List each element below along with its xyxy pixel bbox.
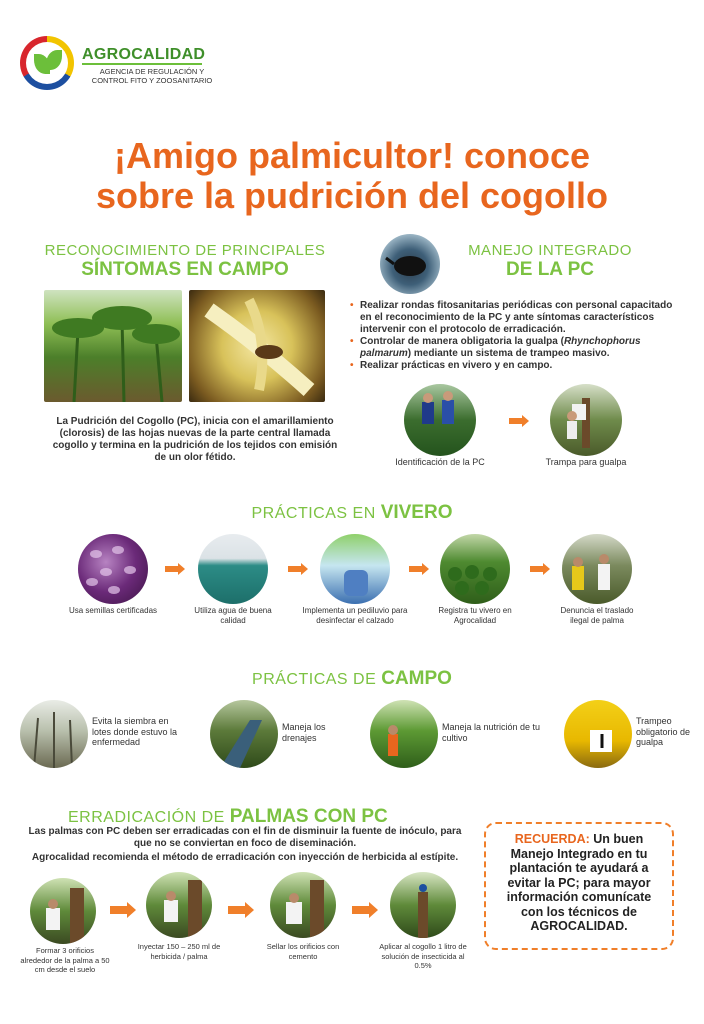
semillas-photo [78, 534, 148, 604]
arrow-icon [288, 566, 302, 572]
vivero-step-1: Usa semillas certificadas [68, 606, 158, 615]
vivero-step-5: Denuncia el traslado ilegal de palma [560, 606, 634, 625]
arrow-icon [352, 906, 370, 914]
erradicacion-step-2: Inyectar 150 – 250 ml de herbicida / palma [137, 942, 221, 961]
arrow-icon [409, 566, 423, 572]
identificacion-pc-photo [404, 384, 476, 456]
erradicacion-cogollo-photo [390, 872, 456, 938]
campo-item-4: Trampeo obligatorio de gualpa [636, 716, 691, 747]
sintomas-heading: RECONOCIMIENTO DE PRINCIPALES SÍNTOMAS EN CAMPO [44, 242, 326, 280]
arrow-icon [165, 566, 179, 572]
caption-trampa: Trampa para gualpa [545, 457, 627, 467]
erradicacion-heading: ERRADICACIÓN DE PALMAS CON PC [68, 806, 388, 827]
erradicacion-orificios-photo [30, 878, 96, 944]
gualpa-beetle-photo [380, 234, 440, 294]
campo-drenajes-photo [210, 700, 278, 768]
logo-divider [82, 63, 202, 65]
manejo-bullet-2: • Controlar de manera obligatoria la gualpa (Rhynchophorus palmarum) mediante un sistema de trampeo masivo. [350, 336, 685, 360]
logo-name: AGROCALIDAD [82, 46, 206, 63]
recuerda-lead: RECUERDA: [514, 832, 590, 846]
erradicacion-text-1: Las palmas con PC deben ser erradicadas con el fin de disminuir la fuente de inóculo, para que no se conviertan en foco de diseminación. [28, 826, 462, 849]
caption-identificacion: Identificación de la PC [395, 457, 485, 467]
arrow-icon [530, 566, 544, 572]
logo-subtitle: AGENCIA DE REGULACIÓN Y CONTROL FITO Y ZOOSANITARIO [91, 67, 213, 85]
pediluvio-photo [320, 534, 390, 604]
campo-item-2: Maneja los drenajes [282, 722, 326, 743]
page-title-line2: sobre la pudrición del cogollo [95, 175, 609, 216]
manejo-heading: MANEJO INTEGRADO DE LA PC [468, 242, 632, 280]
agrocalidad-logo-icon [20, 36, 74, 90]
erradicacion-sellar-photo [270, 872, 336, 938]
campo-item-3: Maneja la nutrición de tu cultivo [442, 722, 541, 743]
erradicacion-inyectar-photo [146, 872, 212, 938]
vivero-step-2: Utiliza agua de buena calidad [194, 606, 272, 625]
vivero-step-4: Registra tu vivero en Agrocalidad [438, 606, 512, 625]
palm-plantation-photo [44, 290, 182, 402]
erradicacion-step-4: Aplicar al cogollo 1 litro de solución de insecticida al 0.5% [379, 942, 467, 970]
denuncia-photo [562, 534, 632, 604]
campo-nutricion-photo [370, 700, 438, 768]
trampa-gualpa-photo [550, 384, 622, 456]
erradicacion-step-3: Sellar los orificios con cemento [266, 942, 340, 961]
campo-trampeo-photo [564, 700, 632, 768]
arrow-icon [228, 906, 246, 914]
recuerda-text: Un buen Manejo Integrado en tu plantación te ayudará a evitar la PC; para mayor información comunícate con los técnicos de AGROCALIDAD. [506, 832, 652, 933]
vivero-step-3: Implementa un pediluvio para desinfectar el calzado [302, 606, 408, 625]
vivero-heading: PRÁCTICAS EN VIVERO [251, 502, 453, 523]
arrow-icon [509, 418, 523, 424]
agua-photo [198, 534, 268, 604]
erradicacion-step-1: Formar 3 orificios alrededor de la palma a 50 cm desde el suelo [20, 946, 110, 974]
manejo-bullet-3: • Realizar prácticas en vivero y en campo. [350, 360, 685, 372]
arrow-icon [110, 906, 128, 914]
page-title-line1: ¡Amigo palmicultor! conoce [113, 135, 591, 176]
campo-lotes-photo [20, 700, 88, 768]
sintomas-description: La Pudrición del Cogollo (PC), inicia con el amarillamiento (clorosis) de las hojas nuevas de la parte central llamada cogollo y termina en la pudrición de los tejidos con emisión de un olor fétido. [52, 416, 338, 463]
manejo-bullet-1: • Realizar rondas fitosanitarias periódicas con personal capacitado en el reconocimiento de la PC y ante síntomas característicos intervenir con el protocolo de erradicación. [350, 300, 685, 336]
campo-item-1: Evita la siembra en lotes donde estuvo la enfermedad [92, 716, 178, 747]
erradicacion-text-2: Agrocalidad recomienda el método de erradicación con inyección de herbicida al estípite. [31, 852, 459, 863]
cogollo-rot-photo [189, 290, 325, 402]
campo-heading: PRÁCTICAS DE CAMPO [252, 668, 452, 689]
recuerda-box [484, 822, 674, 950]
registro-vivero-photo [440, 534, 510, 604]
manejo-bullets [350, 300, 685, 372]
